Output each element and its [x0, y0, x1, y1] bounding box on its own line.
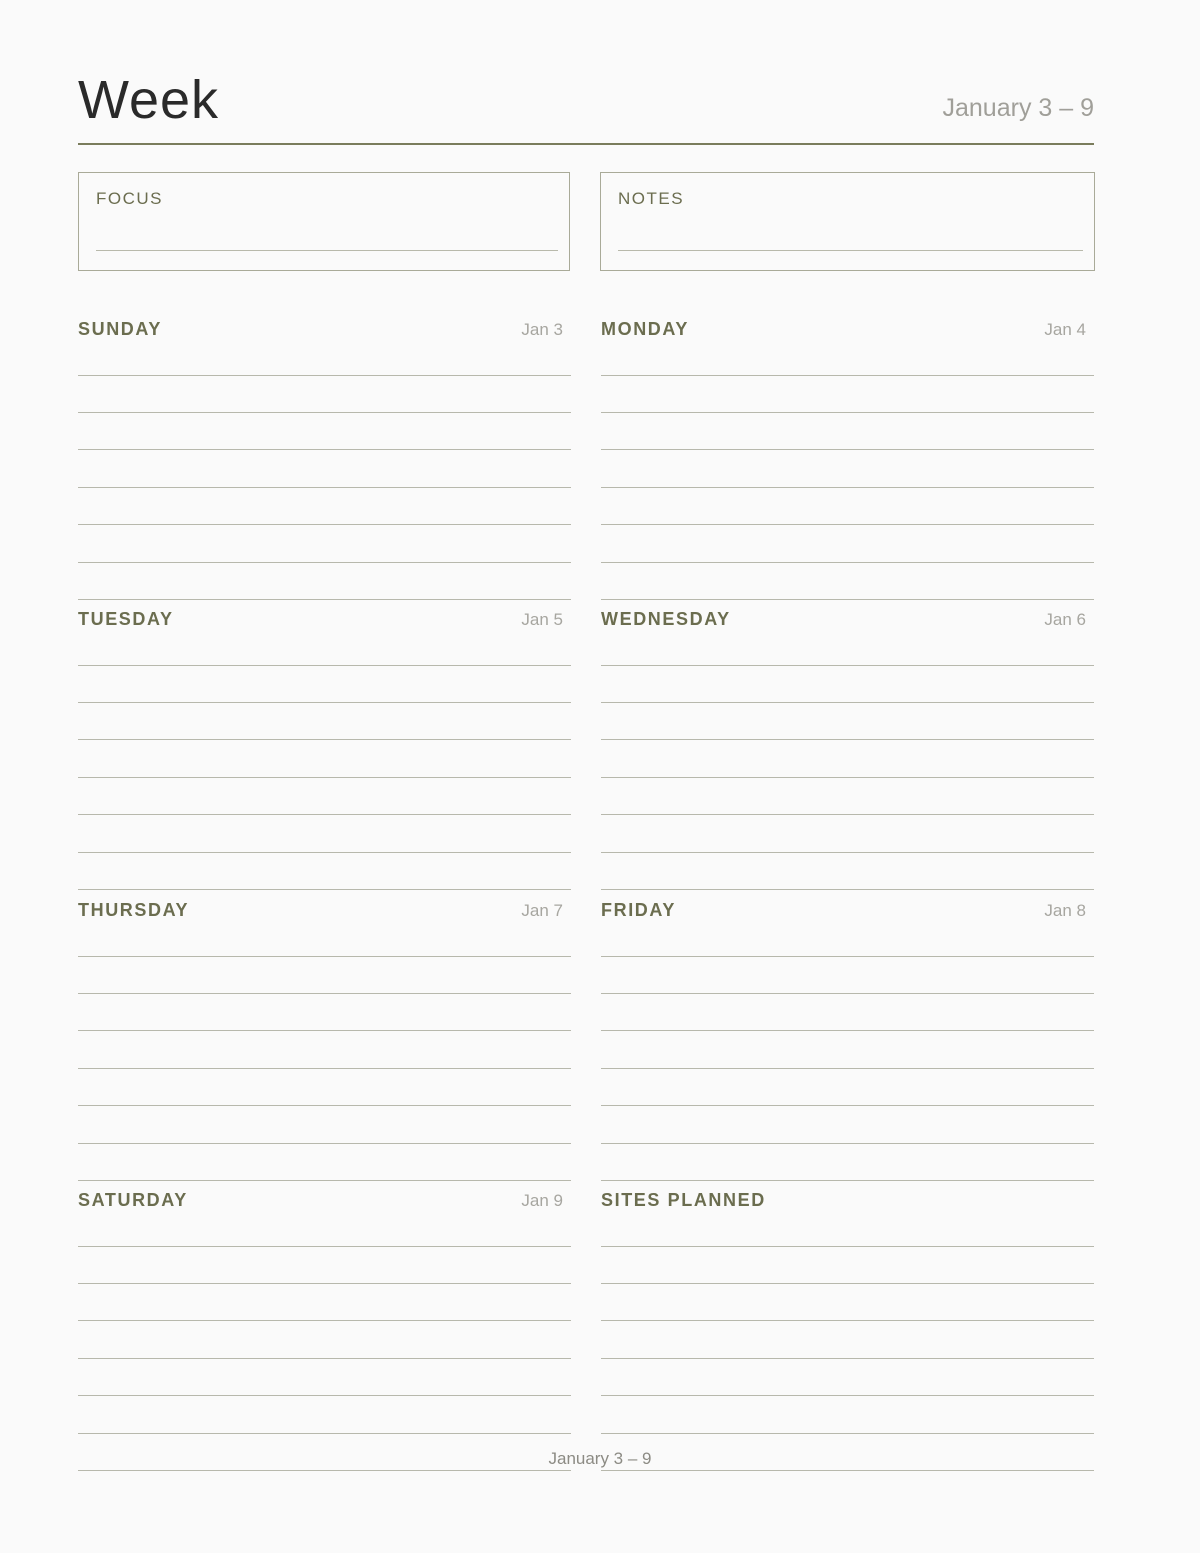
day-date: Jan 7 — [521, 901, 563, 920]
day-name: WEDNESDAY — [601, 609, 731, 629]
day-section-tuesday — [78, 607, 571, 897]
writing-line[interactable] — [78, 562, 571, 563]
writing-line[interactable] — [78, 814, 571, 815]
writing-line[interactable] — [601, 1030, 1094, 1031]
writing-line[interactable] — [78, 1433, 571, 1434]
writing-line[interactable] — [601, 1395, 1094, 1396]
focus-label: FOCUS — [96, 189, 163, 208]
writing-line[interactable] — [601, 739, 1094, 740]
writing-line[interactable] — [78, 702, 571, 703]
writing-line[interactable] — [601, 375, 1094, 376]
writing-line[interactable] — [78, 1030, 571, 1031]
writing-line[interactable] — [601, 524, 1094, 525]
day-name: MONDAY — [601, 319, 689, 339]
day-name: TUESDAY — [78, 609, 174, 629]
writing-line[interactable] — [78, 1470, 571, 1471]
writing-line[interactable] — [78, 1283, 571, 1284]
writing-line[interactable] — [78, 777, 571, 778]
writing-line[interactable] — [601, 1320, 1094, 1321]
notes-box[interactable] — [600, 172, 1095, 271]
writing-line[interactable] — [601, 1246, 1094, 1247]
writing-line[interactable] — [78, 956, 571, 957]
day-date: Jan 8 — [1044, 901, 1086, 920]
day-date: Jan 3 — [521, 320, 563, 339]
focus-box[interactable] — [78, 172, 570, 271]
writing-line[interactable] — [78, 852, 571, 853]
writing-line[interactable] — [78, 412, 571, 413]
notes-writing-line[interactable] — [618, 250, 1083, 251]
writing-line[interactable] — [78, 739, 571, 740]
day-section-friday — [601, 898, 1094, 1188]
writing-line[interactable] — [601, 599, 1094, 600]
writing-line[interactable] — [78, 889, 571, 890]
writing-line[interactable] — [601, 1433, 1094, 1434]
writing-line[interactable] — [601, 562, 1094, 563]
writing-line[interactable] — [601, 412, 1094, 413]
writing-line[interactable] — [601, 889, 1094, 890]
day-section-wednesday — [601, 607, 1094, 897]
header-divider — [78, 143, 1094, 145]
writing-line[interactable] — [601, 956, 1094, 957]
writing-line[interactable] — [78, 1246, 571, 1247]
writing-line[interactable] — [601, 702, 1094, 703]
writing-line[interactable] — [601, 449, 1094, 450]
writing-line[interactable] — [601, 1143, 1094, 1144]
day-date: Jan 4 — [1044, 320, 1086, 339]
day-date: Jan 9 — [521, 1191, 563, 1210]
date-range-header: January 3 – 9 — [942, 94, 1094, 122]
day-date: Jan 5 — [521, 610, 563, 629]
day-section-saturday — [78, 1188, 571, 1478]
writing-line[interactable] — [78, 375, 571, 376]
writing-line[interactable] — [78, 524, 571, 525]
day-section-monday — [601, 317, 1094, 607]
writing-line[interactable] — [601, 487, 1094, 488]
writing-line[interactable] — [601, 1470, 1094, 1471]
page-title: Week — [78, 70, 220, 130]
writing-line[interactable] — [78, 1143, 571, 1144]
writing-line[interactable] — [78, 665, 571, 666]
day-date: Jan 6 — [1044, 610, 1086, 629]
writing-line[interactable] — [601, 1180, 1094, 1181]
day-name: FRIDAY — [601, 900, 676, 920]
writing-line[interactable] — [601, 1358, 1094, 1359]
notes-label: NOTES — [618, 189, 685, 208]
writing-line[interactable] — [601, 1068, 1094, 1069]
focus-writing-line[interactable] — [96, 250, 558, 251]
writing-line[interactable] — [78, 1180, 571, 1181]
writing-line[interactable] — [78, 1105, 571, 1106]
writing-line[interactable] — [78, 1068, 571, 1069]
writing-line[interactable] — [601, 1283, 1094, 1284]
writing-line[interactable] — [78, 1320, 571, 1321]
day-section-sites-planned — [601, 1188, 1094, 1478]
day-name: THURSDAY — [78, 900, 190, 920]
writing-line[interactable] — [78, 599, 571, 600]
writing-line[interactable] — [601, 852, 1094, 853]
writing-line[interactable] — [78, 1395, 571, 1396]
day-name: SITES PLANNED — [601, 1190, 766, 1210]
writing-line[interactable] — [78, 487, 571, 488]
footer-date-range: January 3 – 9 — [548, 1449, 652, 1468]
writing-line[interactable] — [601, 993, 1094, 994]
day-name: SATURDAY — [78, 1190, 188, 1210]
day-name: SUNDAY — [78, 319, 162, 339]
writing-line[interactable] — [601, 1105, 1094, 1106]
day-section-sunday — [78, 317, 571, 607]
writing-line[interactable] — [78, 1358, 571, 1359]
writing-line[interactable] — [601, 814, 1094, 815]
day-section-thursday — [78, 898, 571, 1188]
writing-line[interactable] — [78, 993, 571, 994]
writing-line[interactable] — [601, 665, 1094, 666]
writing-line[interactable] — [78, 449, 571, 450]
writing-line[interactable] — [601, 777, 1094, 778]
